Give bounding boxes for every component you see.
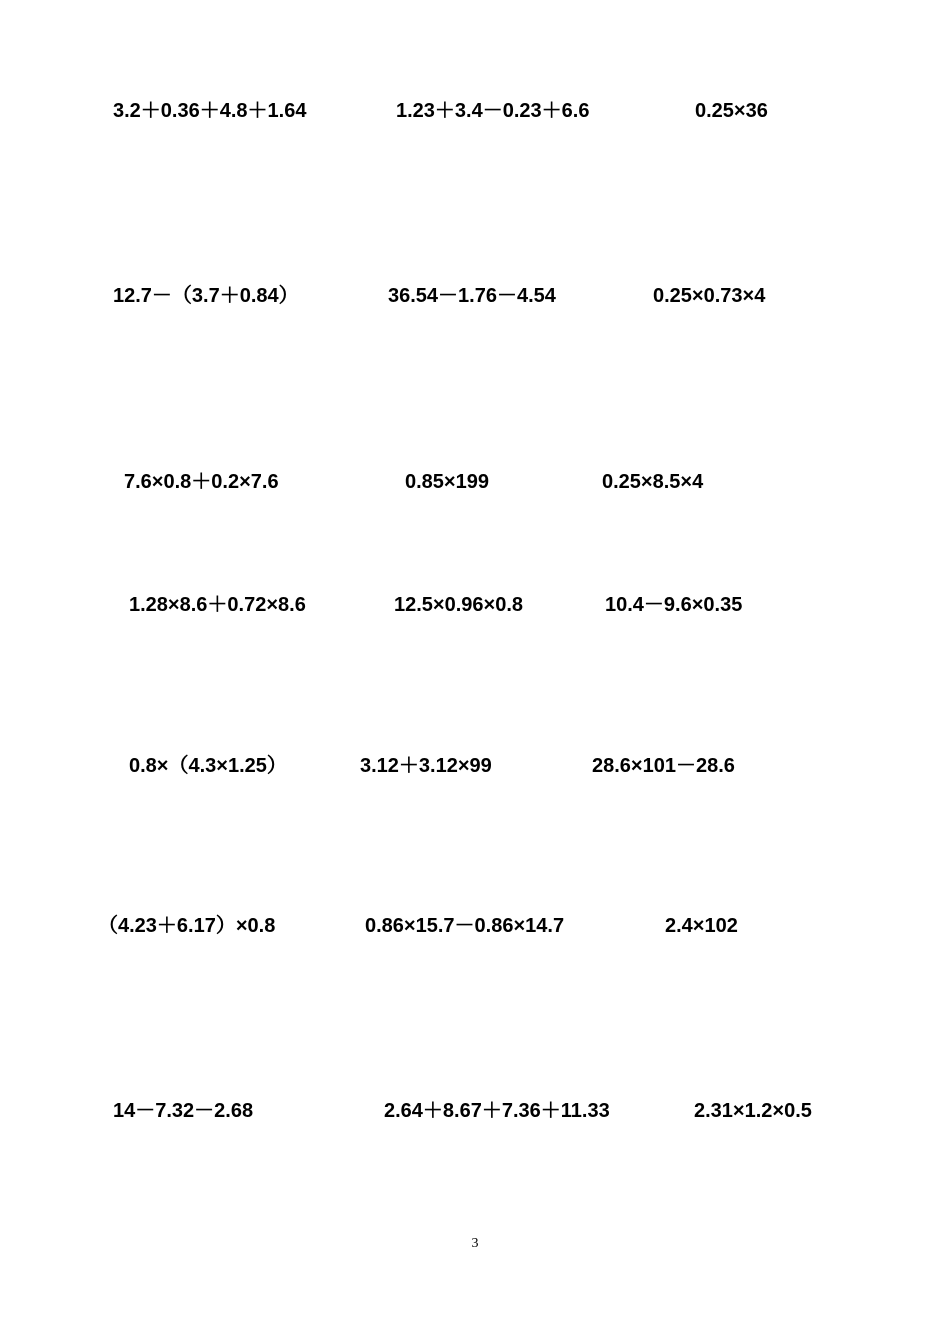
problem-r3-c2: 0.85×199	[405, 471, 489, 493]
problem-r3-c3: 0.25×8.5×4	[602, 471, 704, 493]
problem-r5-c1: 0.8×（4.3×1.25）	[129, 755, 287, 777]
problem-r7-c2: 2.64＋8.67＋7.36＋11.33	[384, 1100, 610, 1122]
problem-r5-c3: 28.6×101－28.6	[592, 755, 735, 777]
problem-r1-c2: 1.23＋3.4－0.23＋6.6	[396, 100, 590, 122]
problem-r5-c2: 3.12＋3.12×99	[360, 755, 492, 777]
problem-r4-c3: 10.4－9.6×0.35	[605, 594, 743, 616]
page-number: 3	[471, 1236, 479, 1251]
problem-r7-c3: 2.31×1.2×0.5	[694, 1100, 812, 1122]
problem-r1-c3: 0.25×36	[695, 100, 768, 122]
problem-r2-c1: 12.7－（3.7＋0.84）	[113, 285, 299, 307]
problem-r6-c3: 2.4×102	[665, 915, 738, 937]
problem-r2-c3: 0.25×0.73×4	[653, 285, 766, 307]
problem-r4-c1: 1.28×8.6＋0.72×8.6	[129, 594, 306, 616]
problem-r6-c1: （4.23＋6.17）×0.8	[98, 915, 276, 937]
problem-r6-c2: 0.86×15.7－0.86×14.7	[365, 915, 565, 937]
problem-r4-c2: 12.5×0.96×0.8	[394, 594, 524, 616]
problem-r1-c1: 3.2＋0.36＋4.8＋1.64	[113, 100, 307, 122]
problem-r7-c1: 14－7.32－2.68	[113, 1100, 254, 1122]
problem-r2-c2: 36.54－1.76－4.54	[388, 285, 556, 307]
problem-r3-c1: 7.6×0.8＋0.2×7.6	[124, 471, 279, 493]
